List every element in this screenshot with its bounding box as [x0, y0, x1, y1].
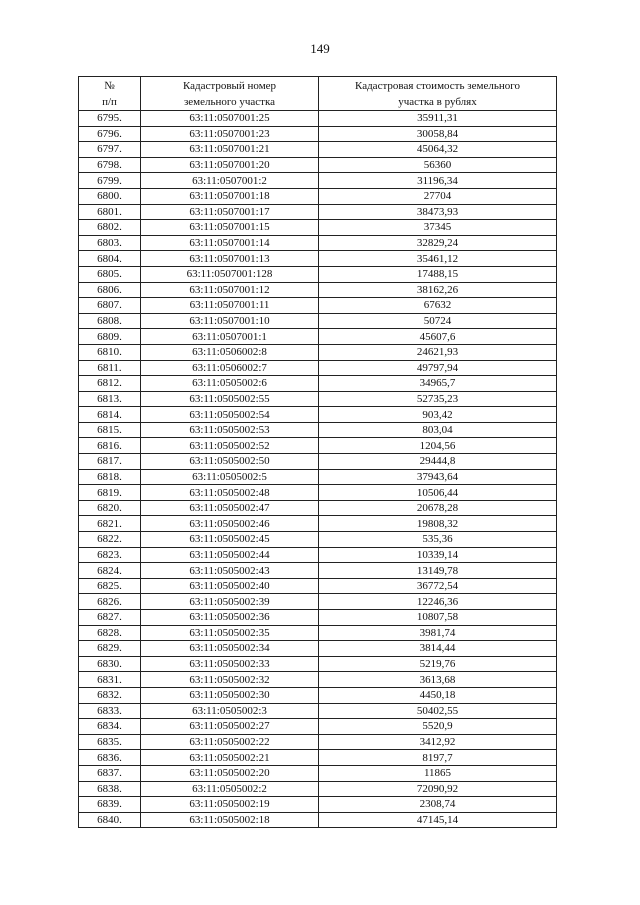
row-number-cell: 6820.: [79, 500, 141, 516]
cadastral-cost-cell: 17488,15: [319, 266, 557, 282]
row-number-cell: 6812.: [79, 376, 141, 392]
cadastral-number-cell: 63:11:0507001:12: [141, 282, 319, 298]
table-row: [79, 126, 557, 142]
table-row: [79, 251, 557, 267]
cadastral-number-cell: 63:11:0507001:20: [141, 157, 319, 173]
cadastral-cost-cell: 20678,28: [319, 500, 557, 516]
header-cadastral-number: Кадастровый номер земельного участка: [141, 77, 319, 111]
cadastral-number-cell: 63:11:0505002:30: [141, 687, 319, 703]
table-row: [79, 656, 557, 672]
table-row: [79, 563, 557, 579]
cadastral-number-cell: 63:11:0505002:34: [141, 641, 319, 657]
table-row: [79, 188, 557, 204]
table-row: [79, 298, 557, 314]
row-number-cell: 6840.: [79, 812, 141, 828]
table-row: [79, 391, 557, 407]
cadastral-number-cell: 63:11:0507001:10: [141, 313, 319, 329]
cadastral-number-cell: 63:11:0505002:54: [141, 407, 319, 423]
row-number-cell: 6806.: [79, 282, 141, 298]
cadastral-number-cell: 63:11:0505002:55: [141, 391, 319, 407]
table-row: [79, 812, 557, 828]
cadastral-number-cell: 63:11:0507001:11: [141, 298, 319, 314]
table-row: [79, 578, 557, 594]
cadastral-cost-cell: 45064,32: [319, 142, 557, 158]
cadastral-cost-cell: 903,42: [319, 407, 557, 423]
cadastral-number-cell: 63:11:0507001:1: [141, 329, 319, 345]
row-number-cell: 6838.: [79, 781, 141, 797]
cadastral-cost-cell: 35911,31: [319, 111, 557, 127]
table-row: [79, 750, 557, 766]
cadastral-number-cell: 63:11:0507001:21: [141, 142, 319, 158]
cadastral-number-cell: 63:11:0507001:15: [141, 220, 319, 236]
cadastral-number-cell: 63:11:0505002:39: [141, 594, 319, 610]
cadastral-cost-cell: 72090,92: [319, 781, 557, 797]
row-number-cell: 6827.: [79, 610, 141, 626]
row-number-cell: 6836.: [79, 750, 141, 766]
cadastral-number-cell: 63:11:0505002:50: [141, 454, 319, 470]
table-row: [79, 266, 557, 282]
cadastral-cost-cell: 30058,84: [319, 126, 557, 142]
table-row: [79, 344, 557, 360]
cadastral-number-cell: 63:11:0507001:128: [141, 266, 319, 282]
table-header-row: [79, 77, 557, 111]
header-cadastral-cost: Кадастровая стоимость земельного участка в рублях: [319, 77, 557, 111]
cadastral-number-cell: 63:11:0505002:52: [141, 438, 319, 454]
row-number-cell: 6835.: [79, 734, 141, 750]
table-row: [79, 719, 557, 735]
table-row: [79, 781, 557, 797]
cadastral-cost-cell: 50724: [319, 313, 557, 329]
row-number-cell: 6813.: [79, 391, 141, 407]
table-row: [79, 282, 557, 298]
row-number-cell: 6807.: [79, 298, 141, 314]
row-number-cell: 6808.: [79, 313, 141, 329]
cadastral-number-cell: 63:11:0505002:3: [141, 703, 319, 719]
table-row: [79, 142, 557, 158]
table-row: [79, 687, 557, 703]
table-row: [79, 313, 557, 329]
cadastral-number-cell: 63:11:0507001:23: [141, 126, 319, 142]
cadastral-cost-cell: 37345: [319, 220, 557, 236]
table-row: [79, 360, 557, 376]
table-row: [79, 500, 557, 516]
cadastral-number-cell: 63:11:0506002:7: [141, 360, 319, 376]
cadastral-cost-cell: 50402,55: [319, 703, 557, 719]
table-row: [79, 625, 557, 641]
cadastral-cost-cell: 38162,26: [319, 282, 557, 298]
cadastral-number-cell: 63:11:0507001:25: [141, 111, 319, 127]
cadastral-cost-cell: 67632: [319, 298, 557, 314]
cadastral-number-cell: 63:11:0507001:2: [141, 173, 319, 189]
cadastral-cost-cell: 47145,14: [319, 812, 557, 828]
cadastral-cost-cell: 11865: [319, 765, 557, 781]
table-row: [79, 173, 557, 189]
table-row: [79, 422, 557, 438]
row-number-cell: 6804.: [79, 251, 141, 267]
table-row: [79, 485, 557, 501]
cadastral-cost-cell: 13149,78: [319, 563, 557, 579]
cadastral-cost-cell: 56360: [319, 157, 557, 173]
cadastral-number-cell: 63:11:0505002:33: [141, 656, 319, 672]
table-row: [79, 407, 557, 423]
row-number-cell: 6799.: [79, 173, 141, 189]
row-number-cell: 6802.: [79, 220, 141, 236]
cadastral-cost-cell: 1204,56: [319, 438, 557, 454]
cadastral-cost-cell: 8197,7: [319, 750, 557, 766]
cadastral-cost-cell: 12246,36: [319, 594, 557, 610]
table-row: [79, 329, 557, 345]
row-number-cell: 6818.: [79, 469, 141, 485]
table-row: [79, 220, 557, 236]
cadastral-cost-cell: 3981,74: [319, 625, 557, 641]
row-number-cell: 6824.: [79, 563, 141, 579]
table-row: [79, 111, 557, 127]
row-number-cell: 6819.: [79, 485, 141, 501]
row-number-cell: 6822.: [79, 532, 141, 548]
row-number-cell: 6801.: [79, 204, 141, 220]
table-row: [79, 516, 557, 532]
table-row: [79, 157, 557, 173]
table-row: [79, 734, 557, 750]
cadastral-number-cell: 63:11:0505002:19: [141, 797, 319, 813]
cadastral-number-cell: 63:11:0505002:6: [141, 376, 319, 392]
cadastral-cost-cell: 4450,18: [319, 687, 557, 703]
table-row: [79, 672, 557, 688]
row-number-cell: 6814.: [79, 407, 141, 423]
row-number-cell: 6839.: [79, 797, 141, 813]
cadastral-cost-cell: 10807,58: [319, 610, 557, 626]
cadastral-cost-cell: 52735,23: [319, 391, 557, 407]
row-number-cell: 6803.: [79, 235, 141, 251]
row-number-cell: 6809.: [79, 329, 141, 345]
cadastral-cost-cell: 37943,64: [319, 469, 557, 485]
row-number-cell: 6829.: [79, 641, 141, 657]
row-number-cell: 6834.: [79, 719, 141, 735]
cadastral-number-cell: 63:11:0505002:43: [141, 563, 319, 579]
cadastral-cost-cell: 27704: [319, 188, 557, 204]
table-row: [79, 765, 557, 781]
cadastral-number-cell: 63:11:0505002:5: [141, 469, 319, 485]
cadastral-number-cell: 63:11:0505002:20: [141, 765, 319, 781]
row-number-cell: 6797.: [79, 142, 141, 158]
cadastral-number-cell: 63:11:0505002:27: [141, 719, 319, 735]
cadastral-cost-cell: 5219,76: [319, 656, 557, 672]
cadastral-cost-cell: 36772,54: [319, 578, 557, 594]
table-row: [79, 204, 557, 220]
cadastral-number-cell: 63:11:0505002:18: [141, 812, 319, 828]
cadastral-cost-cell: 45607,6: [319, 329, 557, 345]
cadastral-number-cell: 63:11:0507001:17: [141, 204, 319, 220]
cadastral-cost-cell: 5520,9: [319, 719, 557, 735]
row-number-cell: 6817.: [79, 454, 141, 470]
row-number-cell: 6811.: [79, 360, 141, 376]
row-number-cell: 6815.: [79, 422, 141, 438]
row-number-cell: 6805.: [79, 266, 141, 282]
row-number-cell: 6796.: [79, 126, 141, 142]
header-number: № п/п: [79, 77, 141, 111]
cadastral-number-cell: 63:11:0505002:32: [141, 672, 319, 688]
table-row: [79, 610, 557, 626]
cadastral-cost-cell: 10506,44: [319, 485, 557, 501]
cadastral-cost-cell: 38473,93: [319, 204, 557, 220]
row-number-cell: 6821.: [79, 516, 141, 532]
cadastral-cost-cell: 34965,7: [319, 376, 557, 392]
row-number-cell: 6795.: [79, 111, 141, 127]
row-number-cell: 6825.: [79, 578, 141, 594]
cadastral-number-cell: 63:11:0507001:18: [141, 188, 319, 204]
cadastral-number-cell: 63:11:0505002:45: [141, 532, 319, 548]
row-number-cell: 6800.: [79, 188, 141, 204]
row-number-cell: 6832.: [79, 687, 141, 703]
cadastral-cost-cell: 35461,12: [319, 251, 557, 267]
table-row: [79, 797, 557, 813]
cadastral-number-cell: 63:11:0507001:14: [141, 235, 319, 251]
table-row: [79, 641, 557, 657]
cadastral-cost-cell: 3412,92: [319, 734, 557, 750]
cadastral-number-cell: 63:11:0506002:8: [141, 344, 319, 360]
cadastral-number-cell: 63:11:0505002:36: [141, 610, 319, 626]
table-row: [79, 703, 557, 719]
table-row: [79, 547, 557, 563]
table-row: [79, 594, 557, 610]
cadastral-number-cell: 63:11:0505002:44: [141, 547, 319, 563]
table-row: [79, 438, 557, 454]
table-row: [79, 376, 557, 392]
row-number-cell: 6798.: [79, 157, 141, 173]
cadastral-value-table: [78, 76, 557, 828]
cadastral-cost-cell: 535,36: [319, 532, 557, 548]
cadastral-number-cell: 63:11:0505002:22: [141, 734, 319, 750]
table-row: [79, 469, 557, 485]
table-body: [79, 111, 557, 828]
cadastral-number-cell: 63:11:0505002:35: [141, 625, 319, 641]
page-number: 149: [310, 41, 330, 56]
row-number-cell: 6831.: [79, 672, 141, 688]
cadastral-cost-cell: 31196,34: [319, 173, 557, 189]
cadastral-number-cell: 63:11:0505002:53: [141, 422, 319, 438]
cadastral-number-cell: 63:11:0507001:13: [141, 251, 319, 267]
table-row: [79, 235, 557, 251]
row-number-cell: 6816.: [79, 438, 141, 454]
row-number-cell: 6837.: [79, 765, 141, 781]
cadastral-cost-cell: 803,04: [319, 422, 557, 438]
table-row: [79, 532, 557, 548]
cadastral-number-cell: 63:11:0505002:2: [141, 781, 319, 797]
cadastral-cost-cell: 2308,74: [319, 797, 557, 813]
cadastral-number-cell: 63:11:0505002:48: [141, 485, 319, 501]
cadastral-cost-cell: 32829,24: [319, 235, 557, 251]
row-number-cell: 6826.: [79, 594, 141, 610]
cadastral-cost-cell: 3814,44: [319, 641, 557, 657]
row-number-cell: 6828.: [79, 625, 141, 641]
cadastral-cost-cell: 10339,14: [319, 547, 557, 563]
cadastral-cost-cell: 29444,8: [319, 454, 557, 470]
row-number-cell: 6833.: [79, 703, 141, 719]
cadastral-number-cell: 63:11:0505002:40: [141, 578, 319, 594]
row-number-cell: 6810.: [79, 344, 141, 360]
cadastral-number-cell: 63:11:0505002:46: [141, 516, 319, 532]
cadastral-number-cell: 63:11:0505002:47: [141, 500, 319, 516]
row-number-cell: 6830.: [79, 656, 141, 672]
row-number-cell: 6823.: [79, 547, 141, 563]
cadastral-number-cell: 63:11:0505002:21: [141, 750, 319, 766]
cadastral-cost-cell: 24621,93: [319, 344, 557, 360]
cadastral-cost-cell: 3613,68: [319, 672, 557, 688]
cadastral-cost-cell: 19808,32: [319, 516, 557, 532]
table-row: [79, 454, 557, 470]
cadastral-cost-cell: 49797,94: [319, 360, 557, 376]
